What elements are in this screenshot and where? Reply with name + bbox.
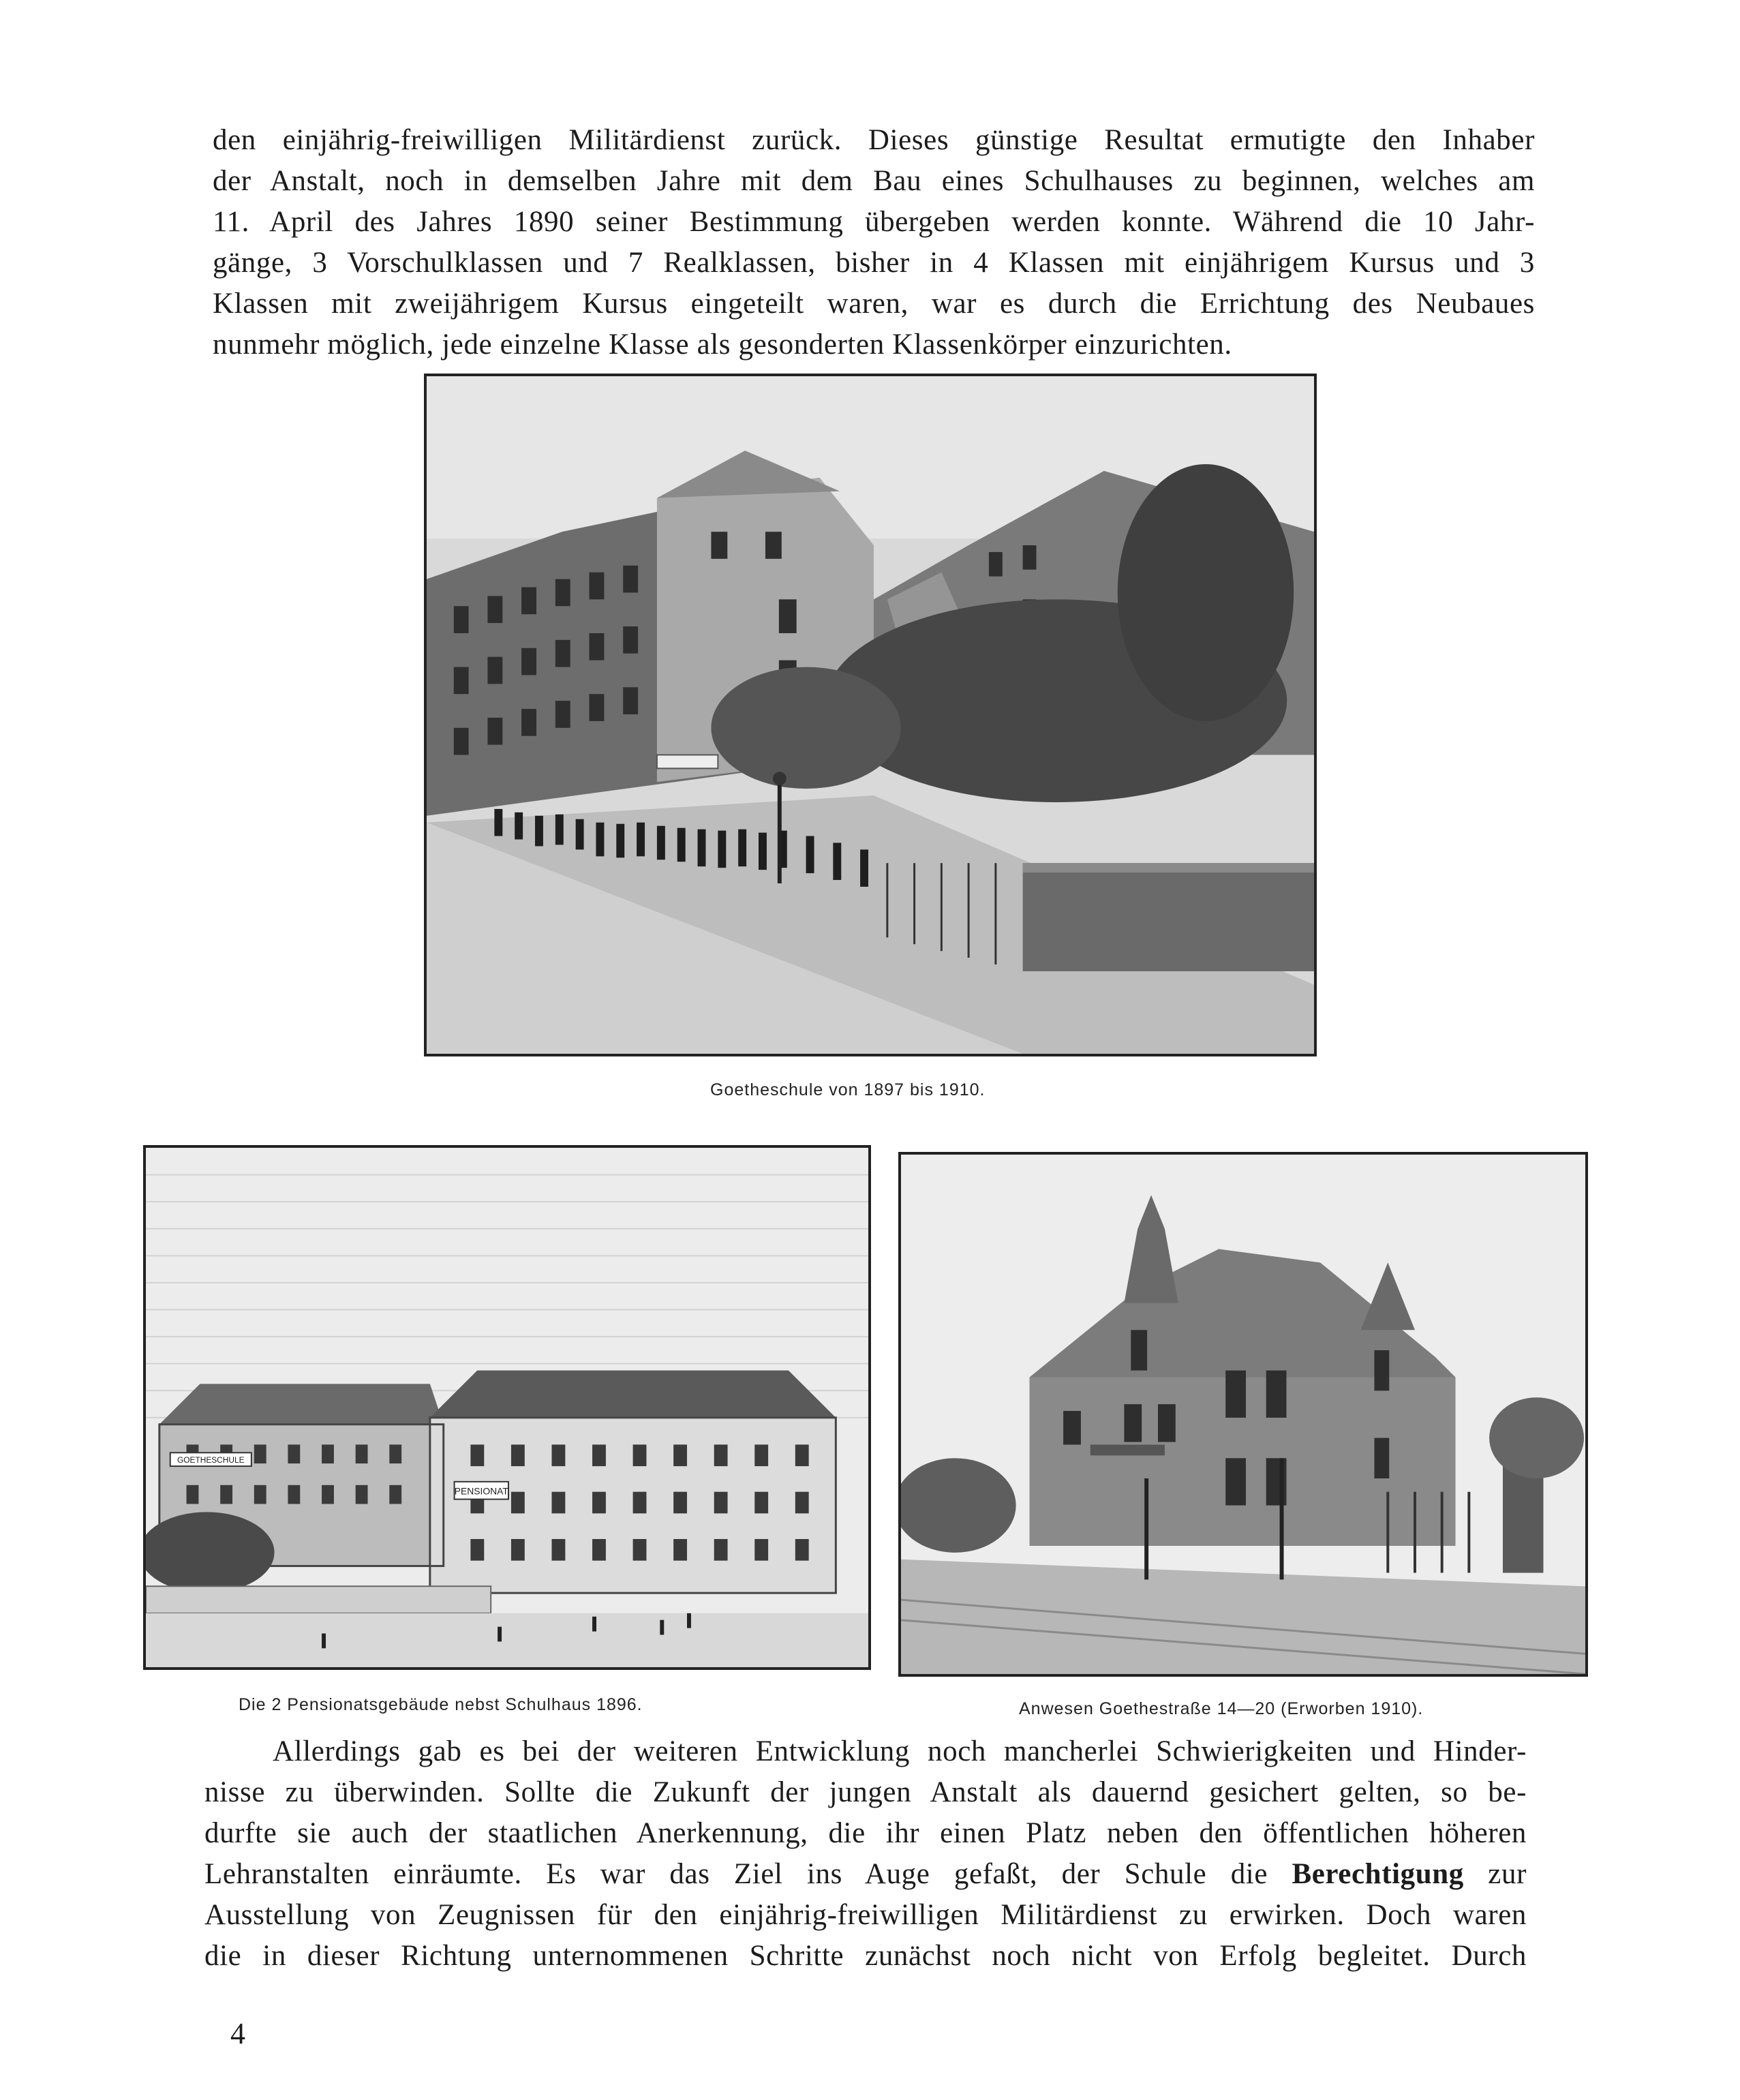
sign-goetheschule: GOETHESCHULE <box>177 1455 245 1465</box>
text-line: Klassen mit zweijährigem Kursus eingeteilt waren, war es durch die Errichtung des Neubaues <box>213 288 1535 320</box>
photo-caption-main: Goetheschule von 1897 bis 1910. <box>710 1080 986 1099</box>
photo-goetheschule-1897-1910 <box>424 374 1317 1056</box>
text-line: die in dieser Richtung unternommenen Schritte zunächst noch nicht von Erfolg begleitet. Durch <box>204 1940 1527 1972</box>
body-paragraph-top <box>213 120 1535 365</box>
sign-pensionat: PENSIONAT <box>454 1485 508 1497</box>
text-segment: Lehranstalten einräumte. Es war das Ziel ins Auge gefaßt, der Schule die <box>204 1858 1268 1890</box>
emphasis-berechtigung: Berechtigung <box>1292 1858 1464 1890</box>
page-number: 4 <box>230 2017 245 2050</box>
text-line: 11. April des Jahres 1890 seiner Bestimmung übergeben werden konnte. Während die 10 Jahr- <box>213 206 1535 238</box>
photo-pensionatsgebaeude-1896 <box>143 1145 871 1670</box>
text-line: nisse zu überwinden. Sollte die Zukunft der jungen Anstalt als dauernd gesichert gelten, so be- <box>204 1776 1527 1808</box>
photo-anwesen-goethestrasse <box>898 1152 1588 1677</box>
text-line: der Anstalt, noch in demselben Jahre mit dem Bau eines Schulhauses zu beginnen, welches am <box>213 165 1535 197</box>
text-line: durfte sie auch der staatlichen Anerkennung, die ihr einen Platz neben den öffentlichen höheren <box>204 1817 1527 1849</box>
text-line: Ausstellung von Zeugnissen für den einjährig-freiwilligen Militärdienst zu erwirken. Doch waren <box>204 1899 1527 1931</box>
text-line <box>204 1854 1527 1895</box>
text-line: gänge, 3 Vorschulklassen und 7 Realklassen, bisher in 4 Klassen mit einjährigem Kursus und 3 <box>213 247 1535 279</box>
photo-caption-left: Die 2 Pensionatsgebäude nebst Schulhaus 1896. <box>239 1695 643 1714</box>
text-segment: zur <box>1488 1858 1527 1890</box>
text-line: Allerdings gab es bei der weiteren Entwicklung noch mancherlei Schwierigkeiten und Hinder- <box>273 1735 1527 1767</box>
text-line: nunmehr möglich, jede einzelne Klasse als gesonderten Klassenkörper einzurichten. <box>213 329 1232 361</box>
photo-caption-right: Anwesen Goethestraße 14—20 (Erworben 1910). <box>1019 1699 1424 1718</box>
text-line: den einjährig-freiwilligen Militärdienst zurück. Dieses günstige Resultat ermutigte den Inhaber <box>213 124 1535 156</box>
body-paragraph-bottom <box>204 1731 1527 1977</box>
